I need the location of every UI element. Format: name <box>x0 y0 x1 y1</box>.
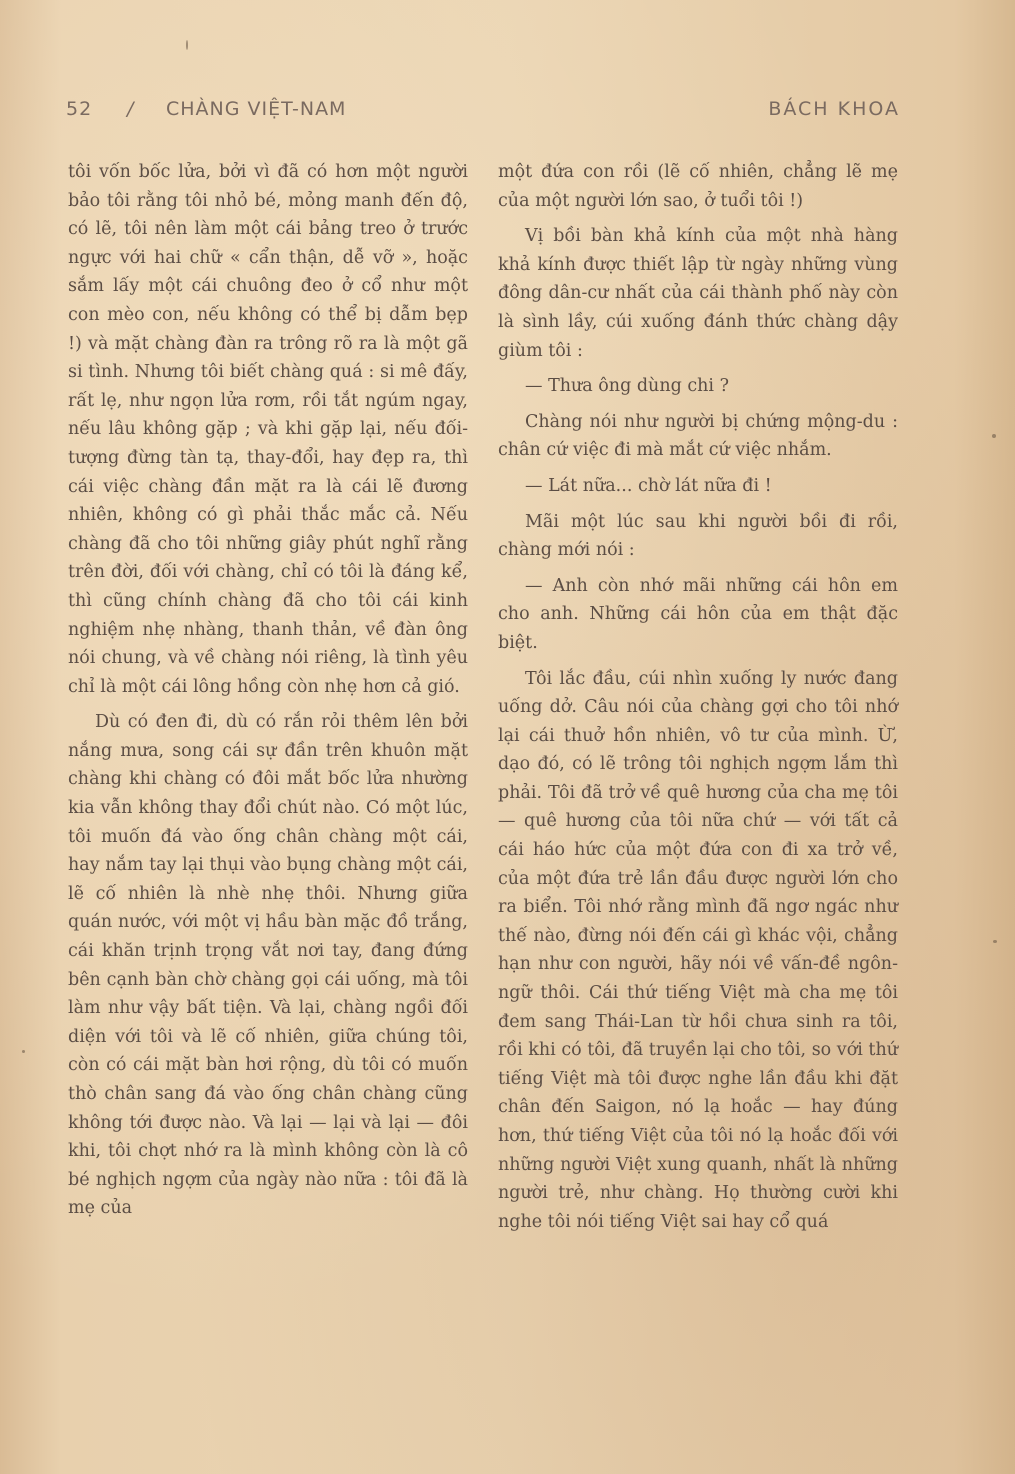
paragraph: — Anh còn nhớ mãi những cái hôn em cho anh. Những cái hôn của em thật đặc biệt. <box>498 575 898 653</box>
paragraph: Vị bồi bàn khả kính của một nhà hàng khả kính được thiết lập từ ngày những vùng đông dân-cư nhất của cái thành phố này còn là sình lầy, cúi xuống đánh thức chàng dậy giùm tôi : <box>498 226 898 361</box>
magazine-name: BÁCH KHOA <box>768 98 900 120</box>
paper-speck <box>993 940 997 943</box>
left-column <box>68 158 468 1230</box>
paragraph: một đứa con rồi (lẽ cố nhiên, chẳng lẽ mẹ của một người lớn sao, ở tuổi tôi !) <box>498 162 898 211</box>
paper-speck <box>186 40 188 50</box>
page-header <box>66 98 900 132</box>
paragraph: tôi vốn bốc lửa, bởi vì đã có hơn một người bảo tôi rằng tôi nhỏ bé, mỏng manh đến độ, có lẽ, tôi nên làm một cái bảng treo ở trước ngực với hai chữ « cẩn thận, dễ vỡ », hoặc sắm lấy một cái chuông đeo ở cổ như một con mèo con, nếu không có thể bị dẫm bẹp !) và mặt chàng đàn ra trông rõ ra là một gã si tình. Nhưng tôi biết chàng quá : si mê đấy, rất lẹ, như ngọn lửa rơm, rồi tắt ngúm ngay, nếu lâu không gặp ; và khi gặp lại, nếu đối-tượng đừng tàn tạ, thay-đổi, hay đẹp ra, thì cái việc chàng đần mặt ra là cái lẽ đương nhiên, không có gì phải thắc mắc cả. Nếu chàng đã cho tôi những giây phút nghĩ rằng trên đời, đối với chàng, chỉ có tôi là đáng kể, thì cũng chính chàng đã cho tôi cái kinh nghiệm nhẹ nhàng, thanh thản, về đàn ông nói chung, và về chàng nói riêng, là tình yêu chỉ là một cái lông hồng còn nhẹ hơn cả gió. <box>68 162 468 697</box>
right-column <box>498 158 898 1243</box>
paragraph: Tôi lắc đầu, cúi nhìn xuống ly nước đang uống dở. Câu nói của chàng gợi cho tôi nhớ lại cái thuở hồn nhiên, vô tư của mình. Ừ, dạo đó, có lẽ trông tôi nghịch ngợm lắm thì phải. Tôi đã trở về quê hương của cha mẹ tôi — quê hương của tôi nữa chứ — với tất cả cái háo hức của một đứa con đi xa trở về, của một đứa trẻ lần đầu được người lớn cho ra biển. Tôi nhớ rằng mình đã ngơ ngác như thế nào, đừng nói đến cái gì khác vội, chẳng hạn như con người, hãy nói về vấn-đề ngôn-ngữ thôi. Cái thứ tiếng Việt mà cha mẹ tôi đem sang Thái-Lan từ hồi chưa sinh ra tôi, rồi khi có tôi, đã truyền lại cho tôi, so với thứ tiếng Việt mà tôi được nghe lần đầu khi đặt chân đến Saigon, nó lạ hoắc — hay đúng hơn, thứ tiếng Việt của tôi nó lạ hoắc đối với những người Việt xung quanh, nhất là những người trẻ, như chàng. Họ thường cười khi nghe tôi nói tiếng Việt sai hay cổ quá <box>498 668 898 1232</box>
paragraph: Dù có đen đi, dù có rắn rỏi thêm lên bởi nắng mưa, song cái sự đần trên khuôn mặt chàng khi chàng có đôi mắt bốc lửa nhường kia vẫn không thay đổi chút nào. Có một lúc, tôi muốn đá vào ống chân chàng một cái, hay nắm tay lại thụi vào bụng chàng một cái, lẽ cố nhiên là nhè nhẹ thôi. Nhưng giữa quán nước, với một vị hầu bàn mặc đồ trắng, cái khăn trịnh trọng vắt nơi tay, đang đứng bên cạnh bàn chờ chàng gọi cái uống, mà tôi làm như vậy bất tiện. Và lại, chàng ngồi đối diện với tôi và lẽ cố nhiên, giữa chúng tôi, còn có cái mặt bàn hơi rộng, dù tôi có muốn thò chân sang đá vào ống chân chàng cũng không tới được nào. Và lại — lại và lại — đôi khi, tôi chợt nhớ ra là mình không còn là cô bé nghịch ngợm của ngày nào nữa : tôi đã là mẹ của <box>68 712 468 1219</box>
header-separator: / <box>127 98 135 120</box>
paragraph: Mãi một lúc sau khi người bồi đi rồi, chàng mới nói : <box>498 511 898 561</box>
paper-speck <box>22 1050 25 1053</box>
paragraph: — Lát nữa... chờ lát nữa đi ! <box>525 475 772 496</box>
running-title: CHÀNG VIỆT-NAM <box>166 98 347 120</box>
paragraph: Chàng nói như người bị chứng mộng-du : chân cứ việc đi mà mắt cứ việc nhắm. <box>498 411 898 461</box>
page-number: 52 <box>66 98 93 120</box>
paragraph: — Thưa ông dùng chi ? <box>525 376 729 397</box>
paper-speck <box>992 434 996 438</box>
